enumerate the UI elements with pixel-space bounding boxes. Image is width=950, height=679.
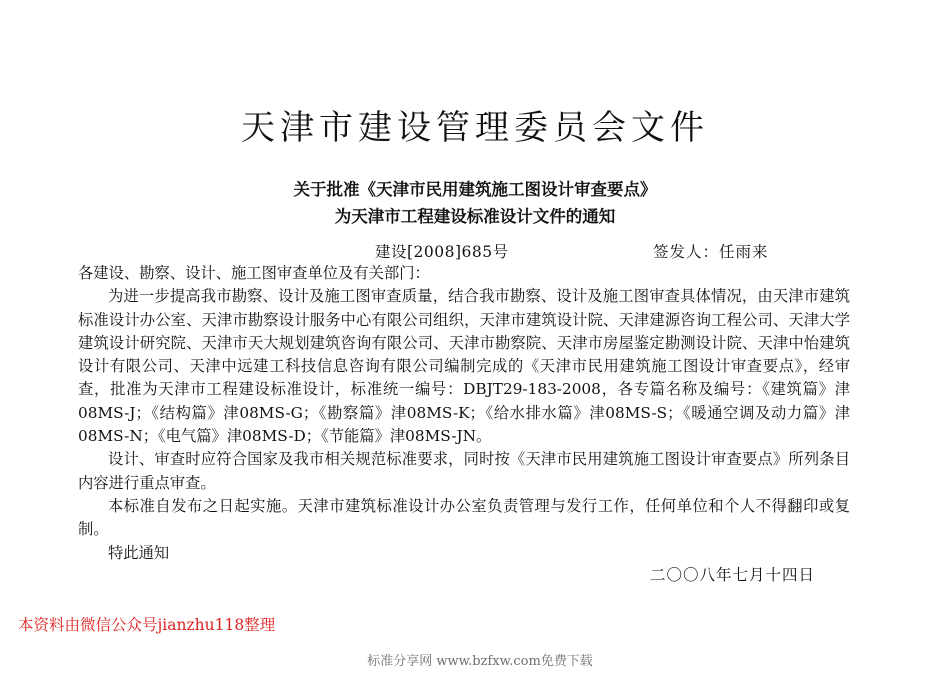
paragraph-1: 为进一步提高我市勘察、设计及施工图审查质量，结合我市勘察、设计及施工图审查具体情况，由天津市建筑标准设计办公室、天津市勘察设计服务中心有限公司组织，天津市建筑设计院、天津建源咨询工程公司、天津大学建筑设计研究院、天津市天大规划建筑咨询有限公司、天津市勘察院、天津市房屋鉴定勘测设计院、天津中怡建筑设计有限公司、天津中远建工科技信息咨询有限公司编制完成的《天津市民用建筑施工图设计审查要点》，经审查，批准为天津市工程建设标准设计，标准统一编号：DBJT29-183-2008，各专篇名称及编号：《建筑篇》津08MS-J；《结构篇》津08MS-G；《勘察篇》津08MS-K；《给水排水篇》津08MS-S；《暖通空调及动力篇》津08MS-N；《电气篇》津08MS-D；《节能篇》津08MS-JN。 [78, 287, 850, 446]
signer: 签发人：任雨来 [653, 243, 769, 261]
document-date: 二〇〇八年七月十四日 [650, 566, 816, 584]
document-body [78, 262, 850, 565]
closing-line: 特此通知 [108, 543, 170, 562]
salutation: 各建设、勘察、设计、施工图审查单位及有关部门： [78, 264, 430, 282]
paragraph-3: 本标准自发布之日起实施。天津市建筑标准设计办公室负责管理与发行工作，任何单位和个人不得翻印或复制。 [78, 496, 850, 539]
document-title-line-2: 为天津市工程建设标准设计文件的通知 [334, 207, 616, 226]
watermark-text: 本资料由微信公众号jianzhu118整理 [18, 616, 276, 634]
document-number: 建设[2008]685号 [375, 243, 509, 261]
paragraph-2: 设计、审查时应符合国家及我市相关规范标准要求，同时按《天津市民用建筑施工图设计审查要点》所列条目内容进行重点审查。 [78, 450, 850, 492]
issuer-header: 天津市建设管理委员会文件 [241, 108, 709, 148]
footer-text: 标准分享网 www.bzfxw.com免费下载 [367, 654, 593, 669]
document-title-line-1: 关于批准《天津市民用建筑施工图设计审查要点》 [293, 180, 657, 199]
